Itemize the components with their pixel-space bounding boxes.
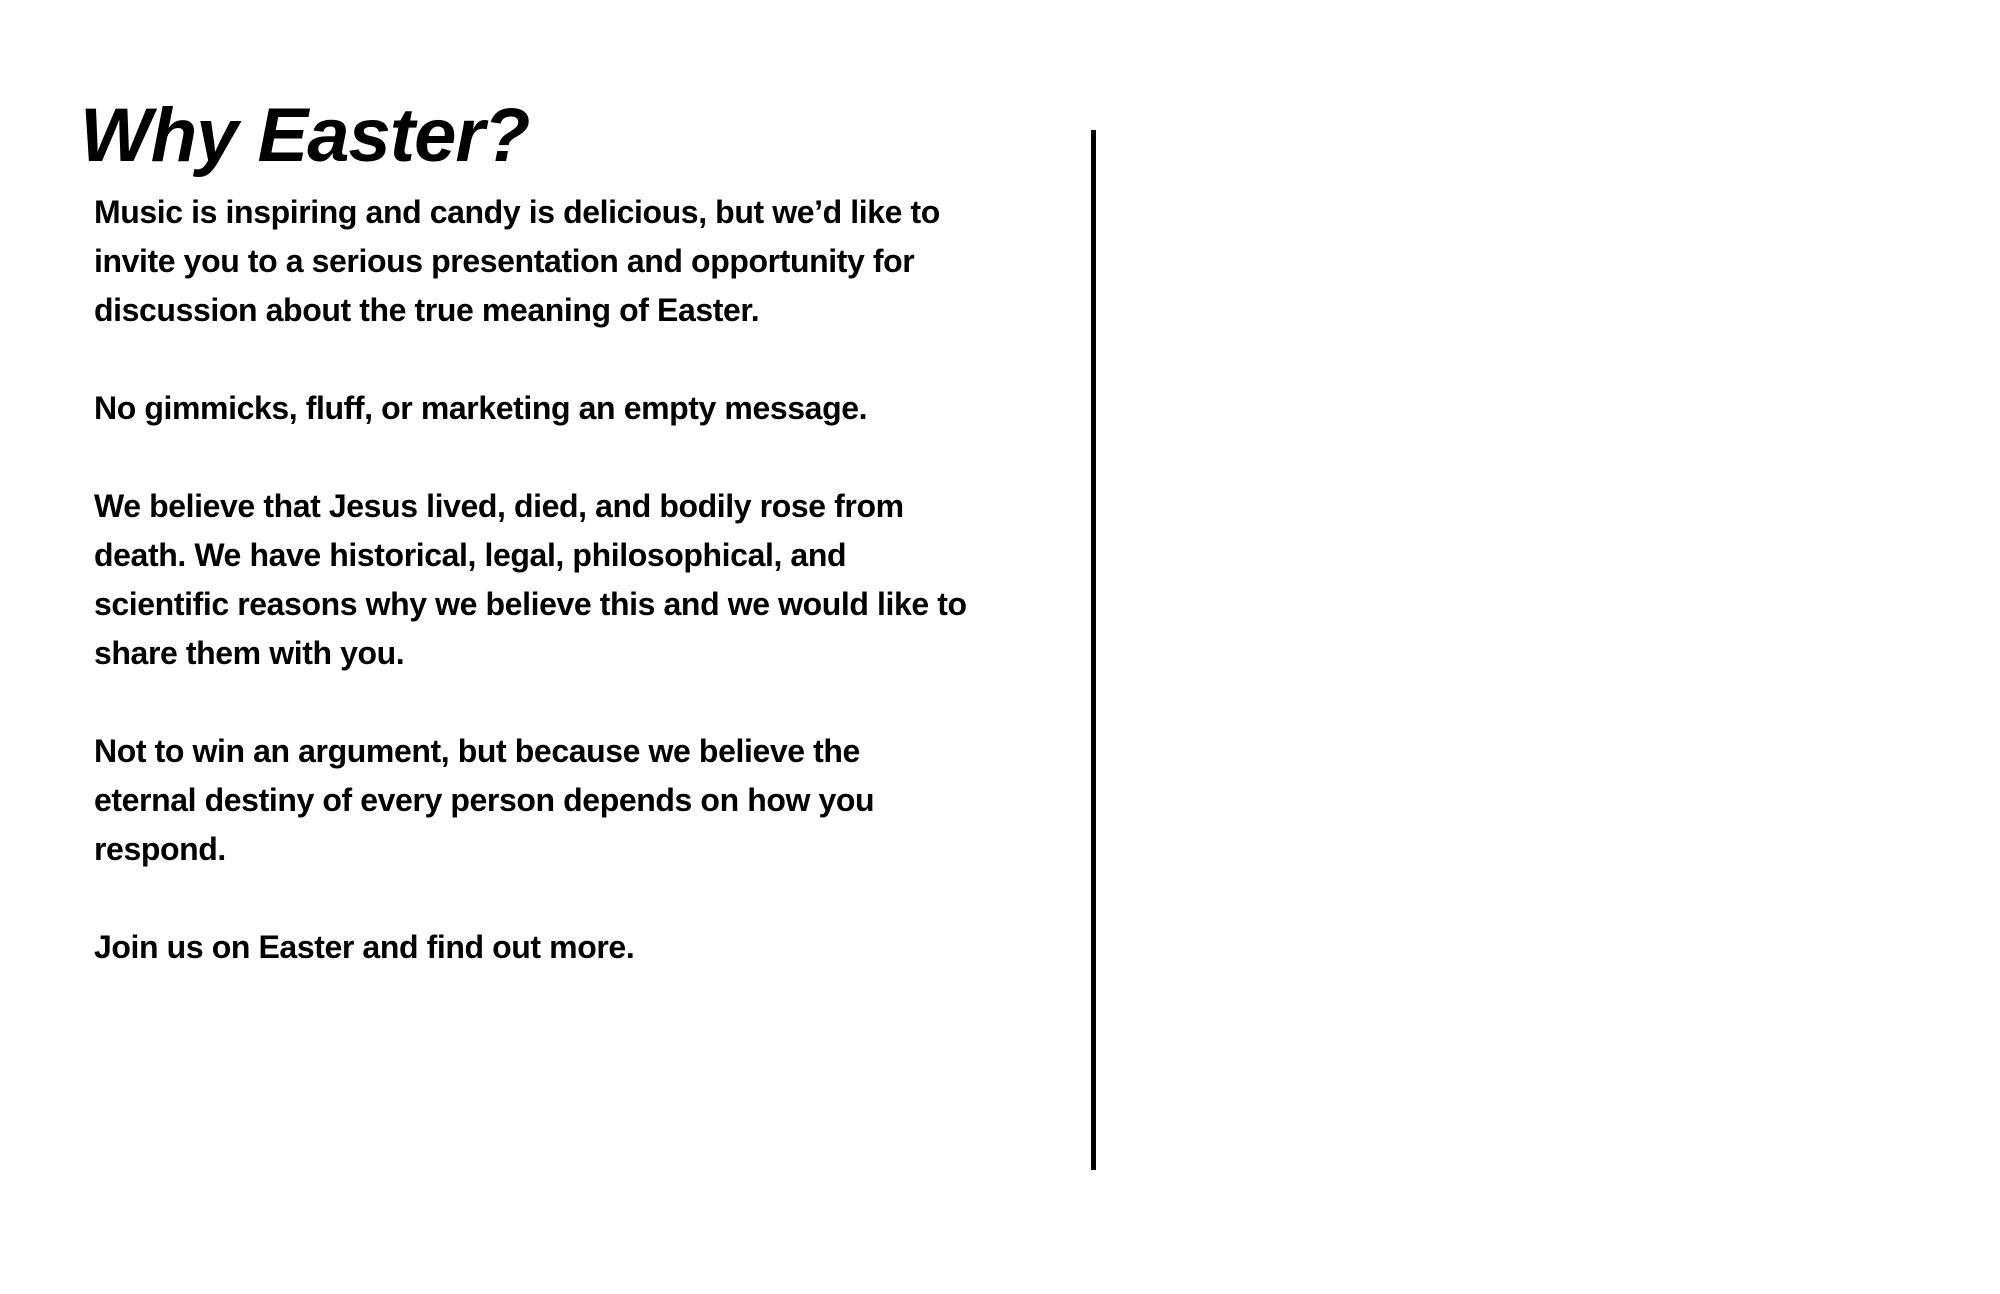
message-body <box>94 188 1094 1021</box>
text-line: scientific reasons why we believe this and we would like to <box>94 586 967 622</box>
paragraph-no-gimmicks <box>94 384 1094 433</box>
paragraph-intro <box>94 188 1094 335</box>
text-line: share them with you. <box>94 635 405 671</box>
text-line: discussion about the true meaning of Easter. <box>94 292 760 328</box>
paragraph-purpose <box>94 727 1094 874</box>
text-line: respond. <box>94 831 226 867</box>
text-line: eternal destiny of every person depends on how you <box>94 782 875 818</box>
text-line: We believe that Jesus lived, died, and bodily rose from <box>94 488 904 524</box>
text-line: Join us on Easter and find out more. <box>94 929 635 965</box>
text-line: invite you to a serious presentation and opportunity for <box>94 243 915 279</box>
paragraph-invitation <box>94 923 1094 972</box>
text-line: Not to win an argument, but because we believe the <box>94 733 860 769</box>
text-line: Music is inspiring and candy is delicious, but we’d like to <box>94 194 940 230</box>
page-title: Why Easter? <box>80 93 530 178</box>
text-line: No gimmicks, fluff, or marketing an empty message. <box>94 390 868 426</box>
vertical-divider <box>1091 130 1096 1170</box>
paragraph-belief <box>94 482 1094 678</box>
text-line: death. We have historical, legal, philosophical, and <box>94 537 847 573</box>
